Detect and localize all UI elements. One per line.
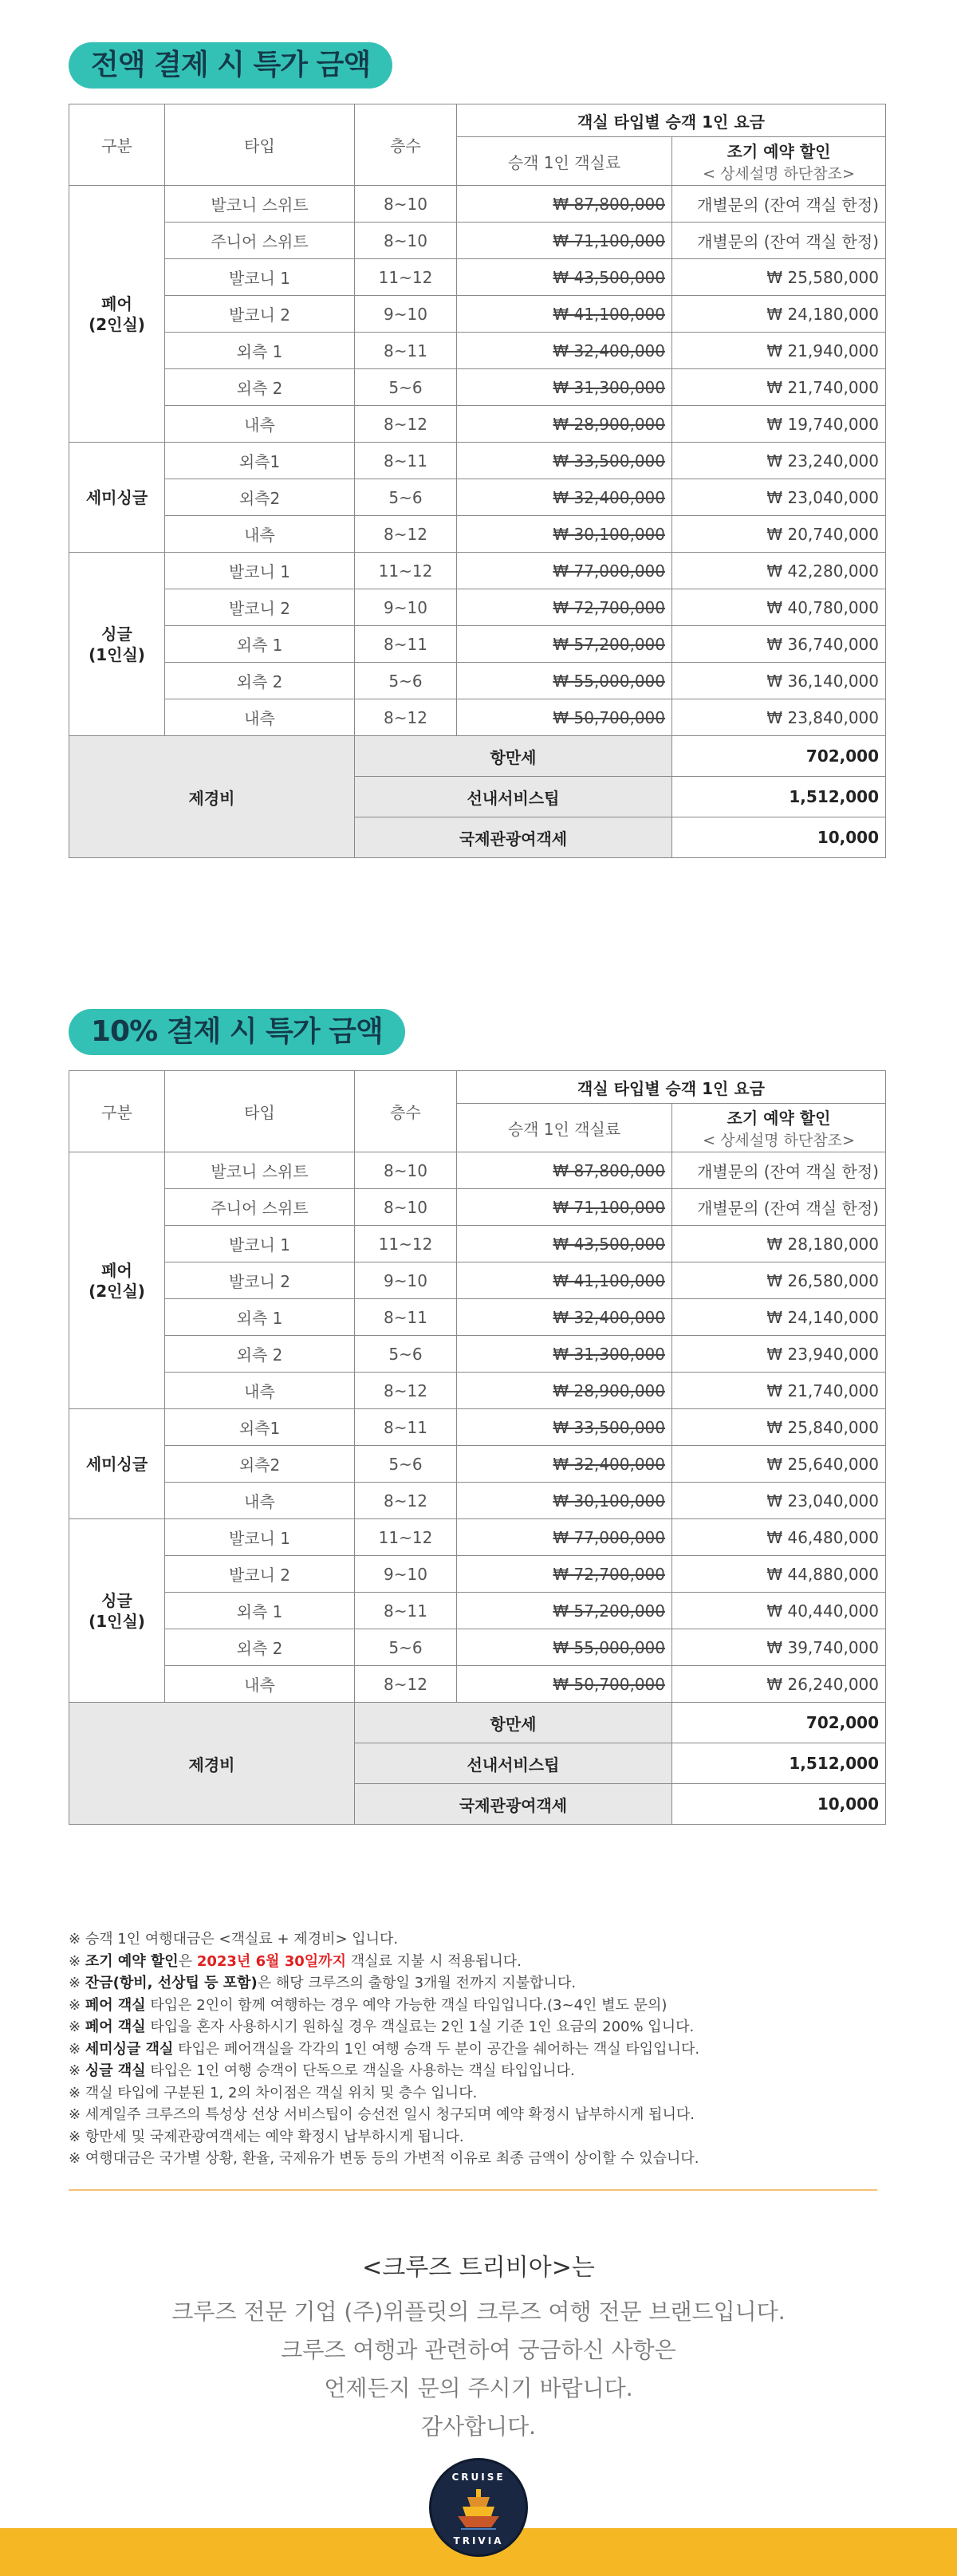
original-price: ₩ 30,100,000 bbox=[457, 1483, 672, 1519]
table-row bbox=[69, 1189, 886, 1226]
note-bullet: ※ bbox=[69, 2128, 85, 2145]
original-price: ₩ 32,400,000 bbox=[457, 333, 672, 369]
discount-price: ₩ 40,440,000 bbox=[672, 1593, 886, 1629]
note-text: 은 해당 크루즈의 출항일 3개월 전까지 지불합니다. bbox=[257, 1975, 577, 1991]
table-row bbox=[69, 296, 886, 333]
discount-price: ₩ 44,880,000 bbox=[672, 1556, 886, 1593]
original-price: ₩ 77,000,000 bbox=[457, 1519, 672, 1556]
table-row bbox=[69, 1593, 886, 1629]
deck-range: 9~10 bbox=[355, 296, 457, 333]
table-row bbox=[69, 406, 886, 443]
room-category-occupancy: (1인실) bbox=[89, 644, 145, 664]
room-category-name: 싱글 bbox=[101, 1590, 132, 1610]
deck-range: 5~6 bbox=[355, 369, 457, 406]
room-category bbox=[69, 1519, 165, 1703]
discount-price: ₩ 25,640,000 bbox=[672, 1446, 886, 1483]
room-category bbox=[69, 1409, 165, 1519]
divider bbox=[69, 2189, 877, 2191]
discount-price: ₩ 39,740,000 bbox=[672, 1629, 886, 1666]
note-text: 여행대금은 국가별 상황, 환율, 국제유가 변동 등의 가변적 이유로 최종 금액이 상이할 수 있습니다. bbox=[85, 2150, 699, 2167]
deck-range: 8~10 bbox=[355, 1152, 457, 1189]
note-bullet: ※ bbox=[69, 2040, 85, 2058]
original-price: ₩ 41,100,000 bbox=[457, 296, 672, 333]
table-row bbox=[69, 369, 886, 406]
header-category: 구분 bbox=[69, 1071, 165, 1152]
original-price: ₩ 43,500,000 bbox=[457, 1226, 672, 1262]
original-price: ₩ 87,800,000 bbox=[457, 186, 672, 223]
section-title: 10% 결제 시 특가 금액 bbox=[69, 1009, 405, 1055]
note-text: 세계일주 크루즈의 특성상 선상 서비스팁이 승선전 일시 청구되며 예약 확정시 납부하시게 됩니다. bbox=[85, 2106, 695, 2123]
table-row bbox=[69, 1262, 886, 1299]
deck-range: 11~12 bbox=[355, 553, 457, 589]
note-item bbox=[69, 1995, 890, 2017]
room-type: 발코니 1 bbox=[165, 1519, 355, 1556]
header-discount-note: < 상세설명 하단참조> bbox=[703, 165, 855, 183]
table-row bbox=[69, 699, 886, 736]
original-price: ₩ 50,700,000 bbox=[457, 1666, 672, 1703]
room-type: 발코니 2 bbox=[165, 1262, 355, 1299]
note-item bbox=[69, 1928, 890, 1951]
note-item bbox=[69, 2016, 890, 2038]
note-bullet: ※ bbox=[69, 2062, 85, 2079]
room-category-occupancy: (2인실) bbox=[89, 314, 145, 334]
deck-range: 9~10 bbox=[355, 1262, 457, 1299]
fee-value: 702,000 bbox=[672, 736, 886, 777]
table-row bbox=[69, 1629, 886, 1666]
note-bullet: ※ bbox=[69, 1952, 85, 1970]
room-type: 외측 1 bbox=[165, 1593, 355, 1629]
fee-row bbox=[69, 1703, 886, 1743]
room-type: 발코니 1 bbox=[165, 1226, 355, 1262]
room-type: 내측 bbox=[165, 516, 355, 553]
original-price: ₩ 71,100,000 bbox=[457, 223, 672, 259]
table-row bbox=[69, 589, 886, 626]
room-category bbox=[69, 443, 165, 553]
room-type: 발코니 1 bbox=[165, 259, 355, 296]
room-category bbox=[69, 1152, 165, 1409]
note-bullet: ※ bbox=[69, 2150, 85, 2167]
deck-range: 11~12 bbox=[355, 1519, 457, 1556]
table-row bbox=[69, 1409, 886, 1446]
note-bullet: ※ bbox=[69, 1931, 85, 1948]
room-category-name: 페어 bbox=[101, 1260, 132, 1280]
discount-price: ₩ 25,840,000 bbox=[672, 1409, 886, 1446]
header-row bbox=[69, 104, 886, 137]
original-price: ₩ 32,400,000 bbox=[457, 479, 672, 516]
fee-name: 항만세 bbox=[355, 736, 672, 777]
room-category-name: 싱글 bbox=[101, 624, 132, 644]
room-category-name: 세미싱글 bbox=[85, 1454, 148, 1474]
note-text: 타입은 페어객실을 각각의 1인 여행 승객 두 분이 공간을 쉐어하는 객실 타입입니다. bbox=[173, 2040, 700, 2058]
discount-price: ₩ 46,480,000 bbox=[672, 1519, 886, 1556]
fee-row bbox=[69, 736, 886, 777]
deck-range: 9~10 bbox=[355, 1556, 457, 1593]
original-price: ₩ 41,100,000 bbox=[457, 1262, 672, 1299]
about-line: 감사합니다. bbox=[420, 2413, 537, 2440]
note-text: 타입은 1인 여행 승객이 단독으로 객실을 사용하는 객실 타입입니다. bbox=[145, 2062, 575, 2079]
discount-price: ₩ 40,780,000 bbox=[672, 589, 886, 626]
room-type: 내측 bbox=[165, 1666, 355, 1703]
discount-price: ₩ 25,580,000 bbox=[672, 259, 886, 296]
deck-range: 8~11 bbox=[355, 333, 457, 369]
note-bullet: ※ bbox=[69, 1996, 85, 2014]
table-row bbox=[69, 1446, 886, 1483]
table-row bbox=[69, 1299, 886, 1336]
table-row bbox=[69, 1336, 886, 1373]
discount-price: ₩ 23,240,000 bbox=[672, 443, 886, 479]
header-discount bbox=[672, 1104, 886, 1152]
discount-price: ₩ 21,740,000 bbox=[672, 369, 886, 406]
table-row bbox=[69, 223, 886, 259]
deck-range: 8~11 bbox=[355, 1593, 457, 1629]
header-group-title: 객실 타입별 승객 1인 요금 bbox=[457, 1071, 886, 1104]
header-deck: 층수 bbox=[355, 1071, 457, 1152]
original-price: ₩ 32,400,000 bbox=[457, 1299, 672, 1336]
logo-bottom-text: TRIVIA bbox=[453, 2535, 504, 2546]
room-type: 외측2 bbox=[165, 479, 355, 516]
table-row bbox=[69, 1373, 886, 1409]
room-type: 외측 1 bbox=[165, 1299, 355, 1336]
deck-range: 5~6 bbox=[355, 479, 457, 516]
deck-range: 5~6 bbox=[355, 1629, 457, 1666]
discount-price: ₩ 23,940,000 bbox=[672, 1336, 886, 1373]
room-type: 외측 2 bbox=[165, 663, 355, 699]
discount-price: ₩ 20,740,000 bbox=[672, 516, 886, 553]
deck-range: 8~12 bbox=[355, 1483, 457, 1519]
table-row bbox=[69, 479, 886, 516]
deck-range: 8~12 bbox=[355, 1373, 457, 1409]
room-type: 발코니 2 bbox=[165, 296, 355, 333]
note-text: 객실료 지불 시 적용됩니다. bbox=[345, 1952, 522, 1970]
header-deck: 층수 bbox=[355, 104, 457, 186]
table-row bbox=[69, 1666, 886, 1703]
fee-value: 1,512,000 bbox=[672, 1743, 886, 1784]
room-type: 외측 1 bbox=[165, 626, 355, 663]
deck-range: 8~10 bbox=[355, 1189, 457, 1226]
fee-value: 702,000 bbox=[672, 1703, 886, 1743]
table-row bbox=[69, 663, 886, 699]
original-price: ₩ 33,500,000 bbox=[457, 1409, 672, 1446]
fee-name: 선내서비스팁 bbox=[355, 777, 672, 817]
note-item bbox=[69, 2148, 890, 2170]
deck-range: 8~12 bbox=[355, 406, 457, 443]
note-emphasis: 페어 객실 bbox=[85, 1996, 146, 2014]
room-type: 외측2 bbox=[165, 1446, 355, 1483]
discount-price: ₩ 23,840,000 bbox=[672, 699, 886, 736]
note-bullet: ※ bbox=[69, 2019, 85, 2035]
discount-price: 개별문의 (잔여 객실 한정) bbox=[672, 1152, 886, 1189]
room-type: 발코니 1 bbox=[165, 553, 355, 589]
notes-list bbox=[69, 1928, 890, 2170]
room-type: 발코니 2 bbox=[165, 1556, 355, 1593]
original-price: ₩ 72,700,000 bbox=[457, 1556, 672, 1593]
table-row bbox=[69, 553, 886, 589]
room-type: 외측 2 bbox=[165, 369, 355, 406]
discount-price: ₩ 26,240,000 bbox=[672, 1666, 886, 1703]
discount-price: ₩ 21,940,000 bbox=[672, 333, 886, 369]
note-emphasis: 싱글 객실 bbox=[85, 2062, 146, 2079]
note-text: 객실 타입에 구분된 1, 2의 차이점은 객실 위치 및 층수 입니다. bbox=[85, 2084, 478, 2101]
discount-price: ₩ 26,580,000 bbox=[672, 1262, 886, 1299]
header-row bbox=[69, 1071, 886, 1104]
header-type: 타입 bbox=[165, 104, 355, 186]
discount-price: ₩ 28,180,000 bbox=[672, 1226, 886, 1262]
fees-label: 제경비 bbox=[69, 1703, 355, 1825]
note-emphasis: 잔금(항비, 선상팁 등 포함) bbox=[85, 1975, 258, 1991]
original-price: ₩ 87,800,000 bbox=[457, 1152, 672, 1189]
note-emphasis: 조기 예약 할인 bbox=[85, 1952, 179, 1970]
note-text: 은 bbox=[178, 1952, 197, 1970]
original-price: ₩ 72,700,000 bbox=[457, 589, 672, 626]
fees-label: 제경비 bbox=[69, 736, 355, 858]
deck-range: 8~10 bbox=[355, 186, 457, 223]
deck-range: 8~12 bbox=[355, 1666, 457, 1703]
deck-range: 8~11 bbox=[355, 626, 457, 663]
table-row bbox=[69, 333, 886, 369]
header-discount-label: 조기 예약 할인 bbox=[727, 142, 831, 161]
note-bullet: ※ bbox=[69, 1975, 85, 1991]
discount-price: ₩ 24,140,000 bbox=[672, 1299, 886, 1336]
room-category bbox=[69, 186, 165, 443]
table-row bbox=[69, 626, 886, 663]
table-row bbox=[69, 1226, 886, 1262]
note-deadline: 2023년 6월 30일까지 bbox=[196, 1952, 346, 1970]
room-type: 외측1 bbox=[165, 1409, 355, 1446]
note-emphasis: 세미싱글 객실 bbox=[85, 2040, 174, 2058]
about-line: 크루즈 전문 기업 (주)위플릿의 크루즈 여행 전문 브랜드입니다. bbox=[171, 2298, 786, 2325]
note-item bbox=[69, 2104, 890, 2126]
table-row bbox=[69, 1556, 886, 1593]
room-type: 주니어 스위트 bbox=[165, 223, 355, 259]
discount-price: 개별문의 (잔여 객실 한정) bbox=[672, 223, 886, 259]
original-price: ₩ 33,500,000 bbox=[457, 443, 672, 479]
fee-value: 10,000 bbox=[672, 817, 886, 858]
original-price: ₩ 30,100,000 bbox=[457, 516, 672, 553]
room-type: 외측 2 bbox=[165, 1336, 355, 1373]
original-price: ₩ 28,900,000 bbox=[457, 406, 672, 443]
discount-price: ₩ 42,280,000 bbox=[672, 553, 886, 589]
room-type: 내측 bbox=[165, 1373, 355, 1409]
fee-name: 국제관광여객세 bbox=[355, 817, 672, 858]
fee-name: 국제관광여객세 bbox=[355, 1784, 672, 1825]
note-text: 승객 1인 여행대금은 <객실료 + 제경비> 입니다. bbox=[85, 1931, 399, 1948]
original-price: ₩ 57,200,000 bbox=[457, 626, 672, 663]
section-title: 전액 결제 시 특가 금액 bbox=[69, 42, 392, 89]
room-type: 발코니 스위트 bbox=[165, 186, 355, 223]
discount-price: ₩ 23,040,000 bbox=[672, 1483, 886, 1519]
discount-price: ₩ 24,180,000 bbox=[672, 296, 886, 333]
note-bullet: ※ bbox=[69, 2084, 85, 2101]
ship-icon bbox=[455, 2487, 502, 2531]
note-text: 항만세 및 국제관광여객세는 예약 확정시 납부하시게 됩니다. bbox=[85, 2128, 464, 2145]
deck-range: 8~11 bbox=[355, 1299, 457, 1336]
deck-range: 11~12 bbox=[355, 259, 457, 296]
deck-range: 5~6 bbox=[355, 663, 457, 699]
table-row bbox=[69, 186, 886, 223]
original-price: ₩ 71,100,000 bbox=[457, 1189, 672, 1226]
original-price: ₩ 55,000,000 bbox=[457, 1629, 672, 1666]
note-item bbox=[69, 2060, 890, 2082]
room-type: 내측 bbox=[165, 406, 355, 443]
header-original-price: 승객 1인 객실료 bbox=[457, 137, 672, 186]
about-line: 크루즈 여행과 관련하여 궁금하신 사항은 bbox=[281, 2337, 676, 2363]
header-discount-label: 조기 예약 할인 bbox=[727, 1109, 831, 1128]
header-original-price: 승객 1인 객실료 bbox=[457, 1104, 672, 1152]
room-category bbox=[69, 553, 165, 736]
original-price: ₩ 28,900,000 bbox=[457, 1373, 672, 1409]
note-text: 타입을 혼자 사용하시기 원하실 경우 객실료는 2인 1실 기준 1인 요금의 200% 입니다. bbox=[145, 2019, 695, 2035]
fee-name: 항만세 bbox=[355, 1703, 672, 1743]
room-type: 내측 bbox=[165, 699, 355, 736]
original-price: ₩ 57,200,000 bbox=[457, 1593, 672, 1629]
room-category-name: 세미싱글 bbox=[85, 487, 148, 507]
original-price: ₩ 32,400,000 bbox=[457, 1446, 672, 1483]
discount-price: 개별문의 (잔여 객실 한정) bbox=[672, 1189, 886, 1226]
deck-range: 8~11 bbox=[355, 1409, 457, 1446]
room-type: 외측1 bbox=[165, 443, 355, 479]
original-price: ₩ 31,300,000 bbox=[457, 369, 672, 406]
note-text: 타입은 2인이 함께 여행하는 경우 예약 가능한 객실 타입입니다.(3~4인 별도 문의) bbox=[145, 1996, 668, 2014]
room-type: 내측 bbox=[165, 1483, 355, 1519]
original-price: ₩ 55,000,000 bbox=[457, 663, 672, 699]
deck-range: 8~12 bbox=[355, 516, 457, 553]
discount-price: ₩ 19,740,000 bbox=[672, 406, 886, 443]
note-item bbox=[69, 2126, 890, 2149]
deck-range: 5~6 bbox=[355, 1336, 457, 1373]
room-type: 발코니 2 bbox=[165, 589, 355, 626]
room-category-occupancy: (1인실) bbox=[89, 1611, 145, 1631]
deck-range: 9~10 bbox=[355, 589, 457, 626]
room-type: 외측 2 bbox=[165, 1629, 355, 1666]
header-group-title: 객실 타입별 승객 1인 요금 bbox=[457, 104, 886, 137]
discount-price: 개별문의 (잔여 객실 한정) bbox=[672, 186, 886, 223]
deck-range: 11~12 bbox=[355, 1226, 457, 1262]
about-line: 언제든지 문의 주시기 바랍니다. bbox=[324, 2375, 633, 2401]
note-emphasis: 페어 객실 bbox=[85, 2019, 146, 2035]
logo-top-text: CRUISE bbox=[451, 2472, 506, 2483]
fee-value: 1,512,000 bbox=[672, 777, 886, 817]
table-row bbox=[69, 1483, 886, 1519]
price-table bbox=[69, 1070, 886, 1825]
deck-range: 8~12 bbox=[355, 699, 457, 736]
table-row bbox=[69, 516, 886, 553]
note-item bbox=[69, 1951, 890, 1973]
original-price: ₩ 31,300,000 bbox=[457, 1336, 672, 1373]
original-price: ₩ 77,000,000 bbox=[457, 553, 672, 589]
table-row bbox=[69, 259, 886, 296]
about-title: <크루즈 트리비아>는 bbox=[362, 2254, 595, 2282]
deck-range: 8~10 bbox=[355, 223, 457, 259]
discount-price: ₩ 36,140,000 bbox=[672, 663, 886, 699]
room-type: 주니어 스위트 bbox=[165, 1189, 355, 1226]
note-item bbox=[69, 1972, 890, 1995]
header-discount-note: < 상세설명 하단참조> bbox=[703, 1132, 855, 1149]
discount-price: ₩ 21,740,000 bbox=[672, 1373, 886, 1409]
fee-name: 선내서비스팁 bbox=[355, 1743, 672, 1784]
discount-price: ₩ 36,740,000 bbox=[672, 626, 886, 663]
header-discount bbox=[672, 137, 886, 186]
deck-range: 5~6 bbox=[355, 1446, 457, 1483]
table-row bbox=[69, 443, 886, 479]
header-type: 타입 bbox=[165, 1071, 355, 1152]
deck-range: 8~11 bbox=[355, 443, 457, 479]
room-category-occupancy: (2인실) bbox=[89, 1281, 145, 1301]
room-type: 외측 1 bbox=[165, 333, 355, 369]
price-table bbox=[69, 104, 886, 858]
room-category-name: 페어 bbox=[101, 293, 132, 313]
note-item bbox=[69, 2038, 890, 2061]
note-bullet: ※ bbox=[69, 2106, 85, 2123]
cruise-trivia-logo bbox=[429, 2458, 528, 2557]
header-category: 구분 bbox=[69, 104, 165, 186]
room-type: 발코니 스위트 bbox=[165, 1152, 355, 1189]
original-price: ₩ 43,500,000 bbox=[457, 259, 672, 296]
note-item bbox=[69, 2082, 890, 2105]
table-row bbox=[69, 1152, 886, 1189]
table-row bbox=[69, 1519, 886, 1556]
original-price: ₩ 50,700,000 bbox=[457, 699, 672, 736]
fee-value: 10,000 bbox=[672, 1784, 886, 1825]
discount-price: ₩ 23,040,000 bbox=[672, 479, 886, 516]
